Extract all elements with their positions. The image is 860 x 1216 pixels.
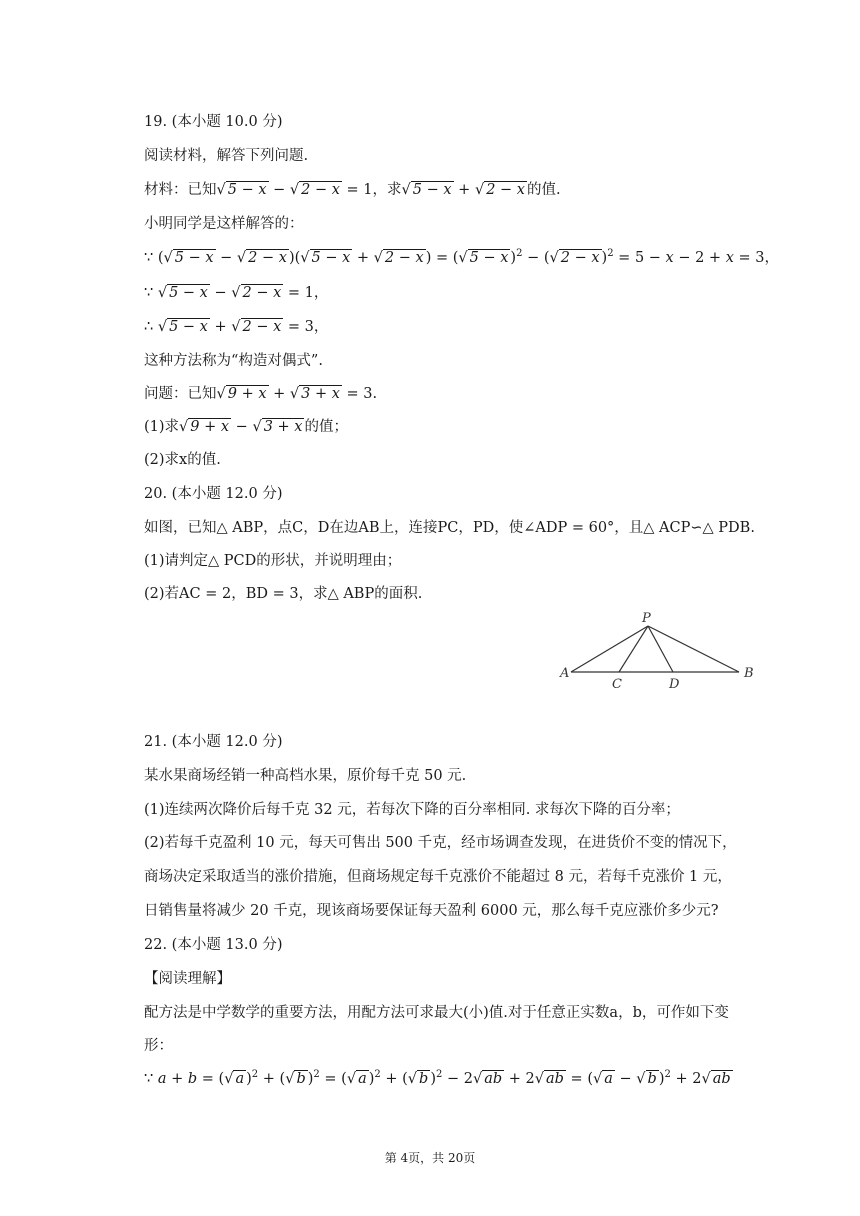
q19-xiaoming: 小明同学是这样解答的： <box>144 216 304 232</box>
q21-stem: 某水果商场经销一种高档水果，原价每千克 50 元. <box>144 768 467 784</box>
label-b: B <box>744 666 754 681</box>
q20-part2: (2)若AC = 2，BD = 3，求△ ABP的面积. <box>144 586 423 602</box>
q22-text-line1: 配方法是中学数学的重要方法，用配方法可求最大(小)值.对于任意正实数a，b，可作如下变 <box>144 1005 729 1021</box>
q21-part2-line1: (2)若每千克盈利 10 元，每天可售出 500 千克，经市场调查发现，在进货价不变的情况下， <box>144 835 737 851</box>
q20-stem: 如图，已知△ ABP，点C，D在边AB上，连接PC，PD，使∠ADP = 60°，且△ ACP∽△ PDB. <box>144 520 755 536</box>
q20-header: 20. (本小题 12.0 分) <box>144 486 283 502</box>
q19-material: 材料：已知√ 5 − x − √ 2 − x = 1，求√ 5 − x + √ 2 − x 的值. <box>144 182 561 198</box>
triangle-figure <box>556 610 766 690</box>
page-footer: 第 4页，共 20页 <box>384 1151 476 1165</box>
q21-part2-line2: 商场决定采取适当的涨价措施，但商场规定每千克涨价不能超过 8 元，若每千克涨价 1 元， <box>144 869 732 885</box>
q19-part2: (2)求x的值. <box>144 452 221 468</box>
label-p: P <box>642 611 651 626</box>
q21-header: 21. (本小题 12.0 分) <box>144 734 283 750</box>
q19-step1: ∵ (√ 5 − x − √ 2 − x )(√ 5 − x + √ 2 − x ) = (√ 5 − x )$^2$ − (√ 2 − x )$^2$ = 5 − x − 2 + x = 3， <box>144 248 779 266</box>
segment-pb <box>648 626 739 672</box>
q19-header: 19. (本小题 10.0 分) <box>144 114 283 130</box>
q19-problem: 问题：已知√ 9 + x + √ 3 + x = 3. <box>144 386 378 402</box>
q19-method: 这种方法称为“构造对偶式”. <box>144 353 323 369</box>
q22-text-line2: 形： <box>144 1038 173 1054</box>
label-a: A <box>560 666 570 681</box>
segment-pc <box>619 626 648 672</box>
q19-step2: ∵ √ 5 − x − √ 2 − x = 1， <box>144 285 329 301</box>
segment-ap <box>571 626 648 672</box>
q19-part1: (1)求√ 9 + x − √ 3 + x 的值； <box>144 419 348 435</box>
q22-formula: ∵ a + b = (√ a )$^2$ + (√ b )$^2$ = (√ a )$^2$ + (√ b )$^2$ − 2√ ab + 2√ ab = (√ a − √ b )$^2$ + 2√ ab <box>144 1069 731 1087</box>
q21-part1: (1)连续两次降价后每千克 32 元，若每次下降的百分率相同. 求每次下降的百分率； <box>144 802 680 818</box>
q21-part2-line3: 日销售量将减少 20 千克，现该商场要保证每天盈利 6000 元，那么每千克应涨价多少元? <box>144 903 719 919</box>
q20-part1: (1)请判定△ PCD的形状，并说明理由； <box>144 553 402 569</box>
label-d: D <box>669 677 680 690</box>
label-c: C <box>612 677 622 690</box>
q19-intro: 阅读材料，解答下列问题. <box>144 148 309 164</box>
q19-step3: ∴ √ 5 − x + √ 2 − x = 3， <box>144 319 329 335</box>
q22-section: 【阅读理解】 <box>144 971 231 987</box>
q22-header: 22. (本小题 13.0 分) <box>144 937 283 953</box>
